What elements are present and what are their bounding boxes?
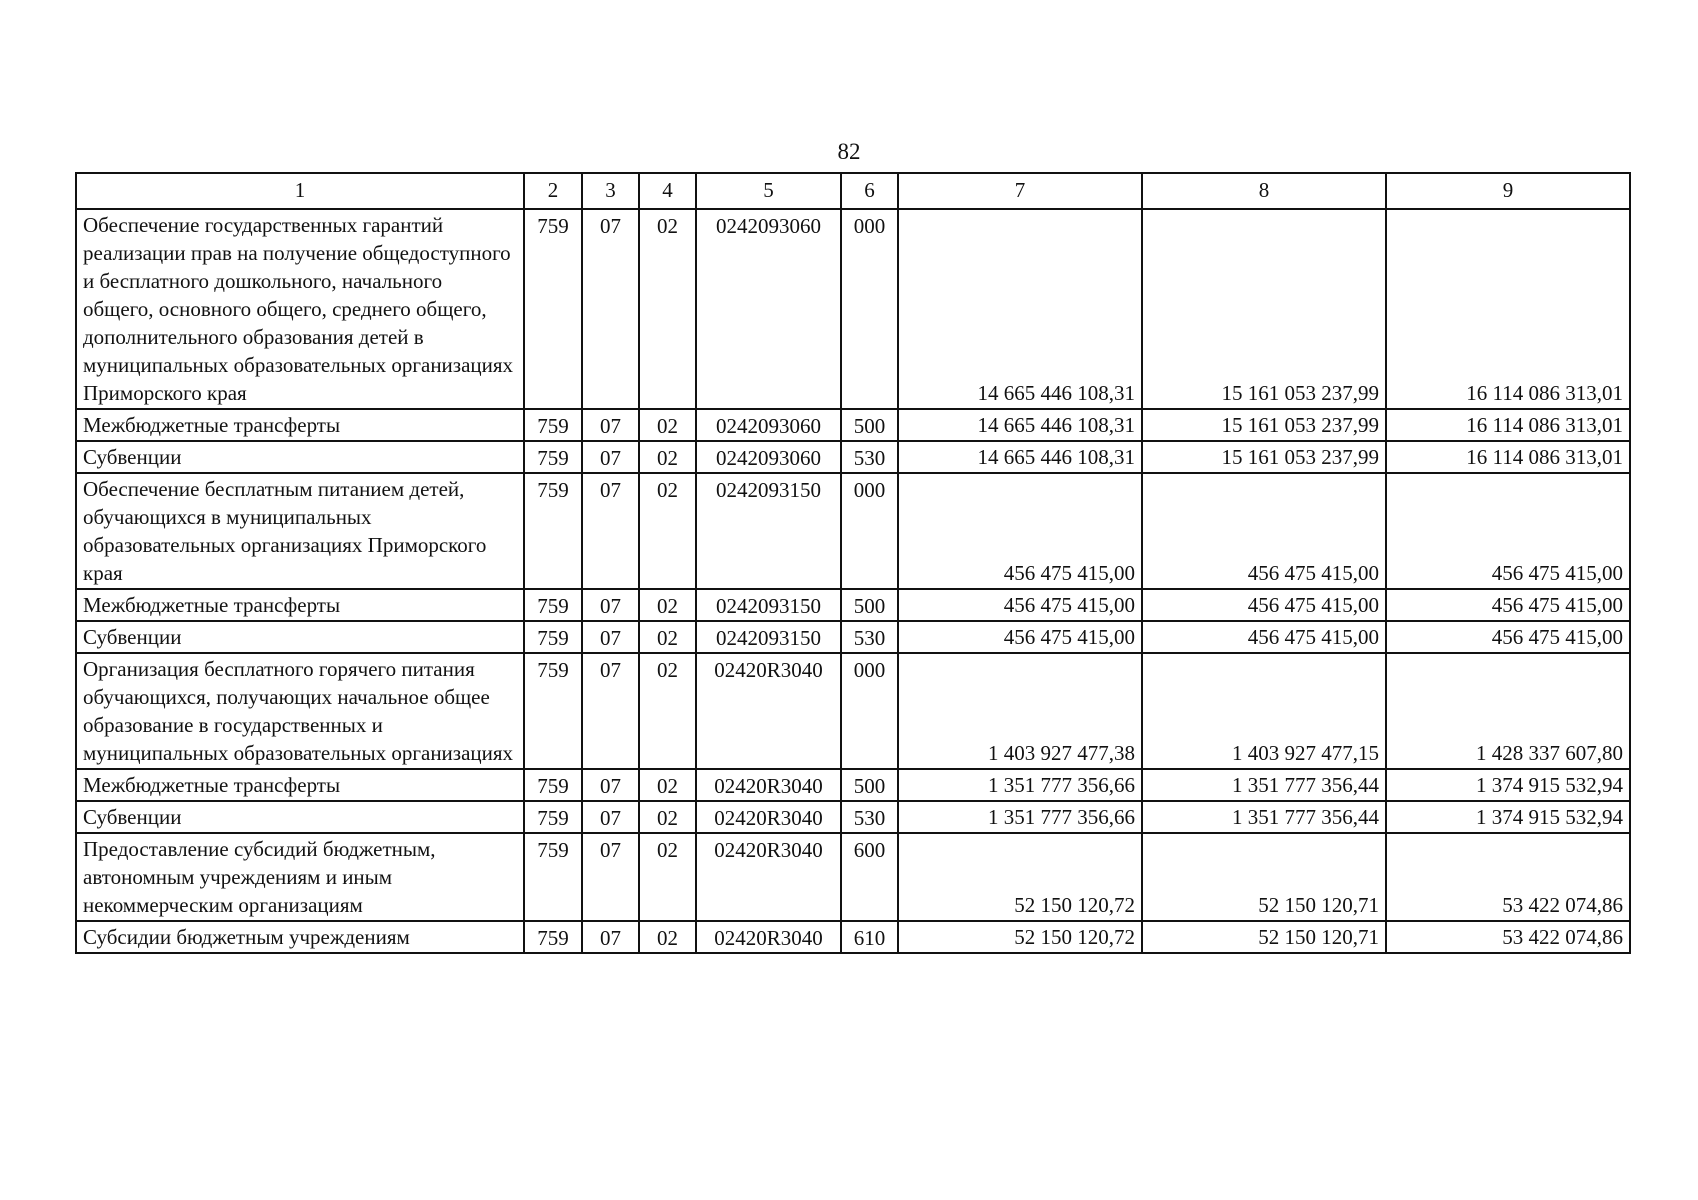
- target-article-code: 0242093060: [696, 209, 841, 409]
- amount-col-7: 1 351 777 356,66: [898, 769, 1142, 801]
- ministry-code: 759: [524, 209, 582, 409]
- amount-col-9: 16 114 086 313,01: [1386, 409, 1630, 441]
- table-row: [76, 653, 1630, 769]
- ministry-code: 759: [524, 621, 582, 653]
- expense-name: Межбюджетные трансферты: [76, 769, 524, 801]
- expense-name: Организация бесплатного горячего питания обучающихся, получающих начальное общее образование в государственных и муниципальных образовательных организациях: [76, 653, 524, 769]
- amount-col-7: 1 403 927 477,38: [898, 653, 1142, 769]
- amount-col-8: 1 351 777 356,44: [1142, 801, 1386, 833]
- column-header: 7: [898, 173, 1142, 209]
- amount-col-9: 16 114 086 313,01: [1386, 441, 1630, 473]
- expense-type-code: 530: [841, 621, 898, 653]
- amount-col-7: 14 665 446 108,31: [898, 209, 1142, 409]
- expense-name: Обеспечение бесплатным питанием детей, обучающихся в муниципальных образовательных организациях Приморского края: [76, 473, 524, 589]
- expense-type-code: 500: [841, 589, 898, 621]
- target-article-code: 0242093150: [696, 589, 841, 621]
- subsection-code: 02: [639, 209, 696, 409]
- ministry-code: 759: [524, 409, 582, 441]
- amount-col-8: 456 475 415,00: [1142, 589, 1386, 621]
- table-row: [76, 769, 1630, 801]
- section-code: 07: [582, 921, 639, 953]
- amount-col-8: 1 351 777 356,44: [1142, 769, 1386, 801]
- amount-col-8: 52 150 120,71: [1142, 921, 1386, 953]
- ministry-code: 759: [524, 441, 582, 473]
- expense-name: Обеспечение государственных гарантий реализации прав на получение общедоступного и бесплатного дошкольного, начального общего, основного общего, среднего общего, дополнительного образования детей в муниципальных образовательных организациях Приморского края: [76, 209, 524, 409]
- amount-col-7: 14 665 446 108,31: [898, 441, 1142, 473]
- subsection-code: 02: [639, 409, 696, 441]
- amount-col-7: 456 475 415,00: [898, 473, 1142, 589]
- expense-type-code: 000: [841, 209, 898, 409]
- subsection-code: 02: [639, 833, 696, 921]
- expense-name: Субвенции: [76, 801, 524, 833]
- column-header: 4: [639, 173, 696, 209]
- amount-col-8: 1 403 927 477,15: [1142, 653, 1386, 769]
- subsection-code: 02: [639, 921, 696, 953]
- target-article-code: 02420R3040: [696, 769, 841, 801]
- subsection-code: 02: [639, 441, 696, 473]
- amount-col-9: 1 374 915 532,94: [1386, 801, 1630, 833]
- target-article-code: 0242093150: [696, 621, 841, 653]
- column-header: 1: [76, 173, 524, 209]
- table-row: [76, 473, 1630, 589]
- expense-type-code: 000: [841, 473, 898, 589]
- amount-col-7: 52 150 120,72: [898, 921, 1142, 953]
- column-header: 2: [524, 173, 582, 209]
- amount-col-9: 456 475 415,00: [1386, 589, 1630, 621]
- amount-col-9: 1 374 915 532,94: [1386, 769, 1630, 801]
- expense-name: Межбюджетные трансферты: [76, 589, 524, 621]
- amount-col-7: 14 665 446 108,31: [898, 409, 1142, 441]
- section-code: 07: [582, 801, 639, 833]
- expense-type-code: 530: [841, 441, 898, 473]
- table-row: [76, 621, 1630, 653]
- amount-col-8: 15 161 053 237,99: [1142, 409, 1386, 441]
- amount-col-7: 52 150 120,72: [898, 833, 1142, 921]
- amount-col-9: 53 422 074,86: [1386, 921, 1630, 953]
- amount-col-9: 456 475 415,00: [1386, 473, 1630, 589]
- amount-col-9: 456 475 415,00: [1386, 621, 1630, 653]
- ministry-code: 759: [524, 833, 582, 921]
- expense-name: Предоставление субсидий бюджетным, автономным учреждениям и иным некоммерческим организациям: [76, 833, 524, 921]
- expense-name: Субвенции: [76, 621, 524, 653]
- section-code: 07: [582, 441, 639, 473]
- amount-col-7: 1 351 777 356,66: [898, 801, 1142, 833]
- subsection-code: 02: [639, 653, 696, 769]
- section-code: 07: [582, 621, 639, 653]
- table-row: [76, 833, 1630, 921]
- section-code: 07: [582, 589, 639, 621]
- amount-col-7: 456 475 415,00: [898, 621, 1142, 653]
- ministry-code: 759: [524, 801, 582, 833]
- expense-name: Субвенции: [76, 441, 524, 473]
- subsection-code: 02: [639, 589, 696, 621]
- expense-name: Субсидии бюджетным учреждениям: [76, 921, 524, 953]
- section-code: 07: [582, 409, 639, 441]
- table-header-row: [76, 173, 1630, 209]
- amount-col-9: 16 114 086 313,01: [1386, 209, 1630, 409]
- expense-type-code: 530: [841, 801, 898, 833]
- ministry-code: 759: [524, 921, 582, 953]
- table-row: [76, 589, 1630, 621]
- subsection-code: 02: [639, 621, 696, 653]
- table-row: [76, 441, 1630, 473]
- column-header: 9: [1386, 173, 1630, 209]
- section-code: 07: [582, 653, 639, 769]
- table-row: [76, 921, 1630, 953]
- column-header: 6: [841, 173, 898, 209]
- section-code: 07: [582, 473, 639, 589]
- amount-col-9: 53 422 074,86: [1386, 833, 1630, 921]
- amount-col-8: 15 161 053 237,99: [1142, 209, 1386, 409]
- target-article-code: 02420R3040: [696, 921, 841, 953]
- expense-type-code: 500: [841, 409, 898, 441]
- target-article-code: 02420R3040: [696, 653, 841, 769]
- column-header: 5: [696, 173, 841, 209]
- target-article-code: 0242093150: [696, 473, 841, 589]
- expense-type-code: 610: [841, 921, 898, 953]
- amount-col-8: 52 150 120,71: [1142, 833, 1386, 921]
- ministry-code: 759: [524, 653, 582, 769]
- target-article-code: 02420R3040: [696, 801, 841, 833]
- column-header: 3: [582, 173, 639, 209]
- ministry-code: 759: [524, 473, 582, 589]
- subsection-code: 02: [639, 769, 696, 801]
- budget-table: [75, 172, 1631, 954]
- target-article-code: 02420R3040: [696, 833, 841, 921]
- section-code: 07: [582, 769, 639, 801]
- expense-type-code: 500: [841, 769, 898, 801]
- ministry-code: 759: [524, 769, 582, 801]
- expense-type-code: 600: [841, 833, 898, 921]
- table-row: [76, 409, 1630, 441]
- subsection-code: 02: [639, 801, 696, 833]
- ministry-code: 759: [524, 589, 582, 621]
- amount-col-8: 15 161 053 237,99: [1142, 441, 1386, 473]
- page-number: 82: [837, 139, 861, 164]
- amount-col-7: 456 475 415,00: [898, 589, 1142, 621]
- target-article-code: 0242093060: [696, 409, 841, 441]
- amount-col-8: 456 475 415,00: [1142, 473, 1386, 589]
- expense-name: Межбюджетные трансферты: [76, 409, 524, 441]
- amount-col-9: 1 428 337 607,80: [1386, 653, 1630, 769]
- subsection-code: 02: [639, 473, 696, 589]
- table-row: [76, 801, 1630, 833]
- amount-col-8: 456 475 415,00: [1142, 621, 1386, 653]
- column-header: 8: [1142, 173, 1386, 209]
- section-code: 07: [582, 209, 639, 409]
- target-article-code: 0242093060: [696, 441, 841, 473]
- section-code: 07: [582, 833, 639, 921]
- expense-type-code: 000: [841, 653, 898, 769]
- table-row: [76, 209, 1630, 409]
